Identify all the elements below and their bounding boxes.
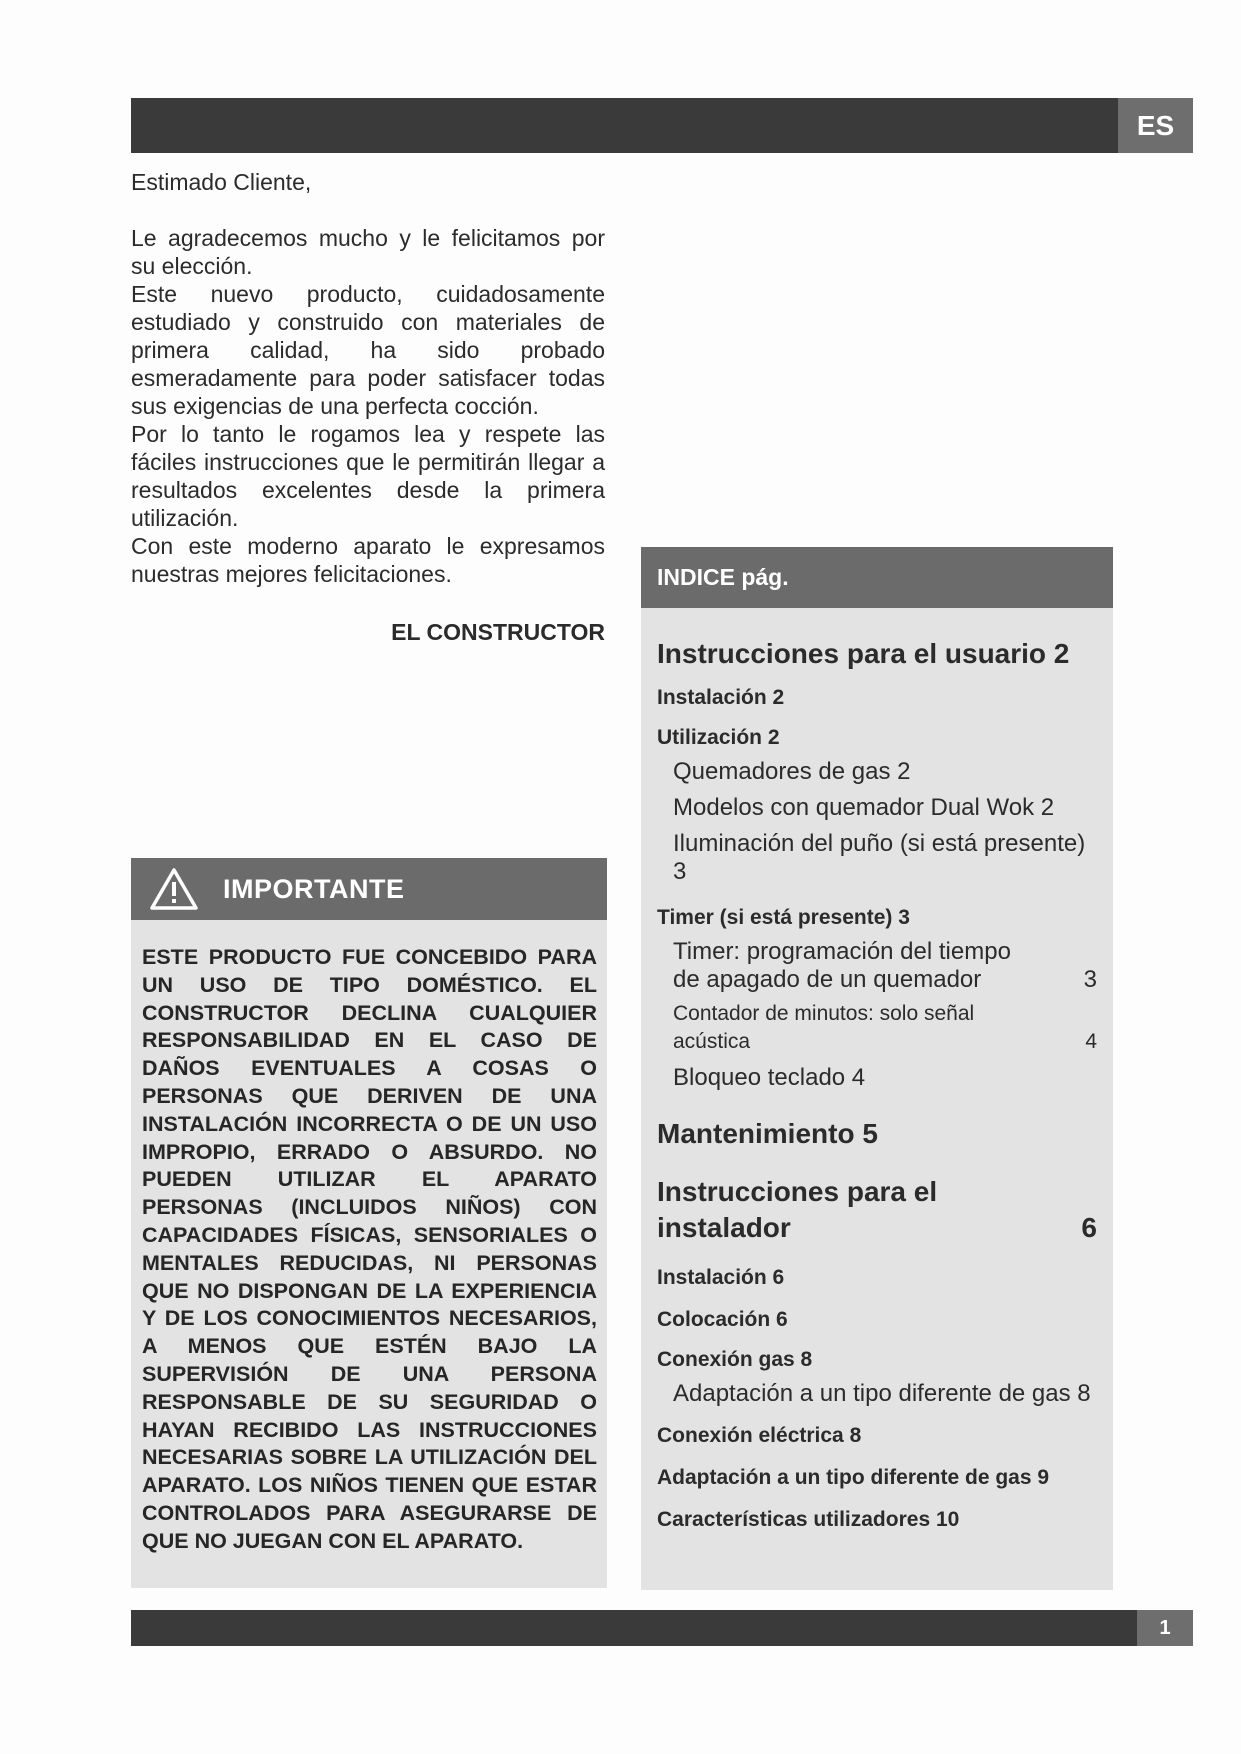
letter-greeting: Estimado Cliente,: [131, 169, 312, 195]
index-entry-text: Bloqueo teclado 4: [673, 1064, 866, 1091]
index-entry-text: Instalación 6: [657, 1266, 785, 1289]
warning-triangle-icon: [149, 867, 199, 911]
index-entry-text: Conexión gas 8: [657, 1348, 813, 1371]
index-entry-page: 6: [1081, 1212, 1097, 1243]
index-entry: [657, 794, 1097, 822]
important-notice-box: [131, 858, 607, 1588]
index-entry: [657, 1116, 1097, 1152]
index-entry-text: Conexión eléctrica 8: [657, 1424, 862, 1447]
index-entry: [657, 758, 1097, 786]
index-entry-text: Timer (si está presente) 3: [657, 906, 910, 929]
index-entry-text: Contador de minutos: solo señal acústica: [673, 1002, 975, 1053]
index-entry-text: Utilización 2: [657, 726, 780, 749]
index-entry-text: Iluminación del puño (si está presente) 3: [673, 830, 1086, 885]
index-entry: [657, 684, 1097, 712]
index-entry-page: 3: [1083, 966, 1097, 993]
header-bar: [131, 98, 1118, 153]
customer-letter: [131, 168, 605, 646]
index-entry-text: Quemadores de gas 2: [673, 758, 911, 785]
important-title: IMPORTANTE: [223, 873, 405, 904]
letter-paragraph: Le agradecemos mucho y le felicitamos por su elección.: [131, 225, 605, 279]
index-entry: [657, 1346, 1097, 1374]
index-entry-text: Mantenimiento 5: [657, 1118, 878, 1149]
index-title: INDICE pág.: [641, 547, 1113, 608]
index-entry-text: Adaptación a un tipo diferente de gas 8: [673, 1380, 1091, 1407]
index-entry-text: Modelos con quemador Dual Wok 2: [673, 794, 1055, 821]
page-number: 1: [1137, 1610, 1193, 1646]
index-list: [641, 636, 1113, 1534]
index-entry: [657, 904, 1097, 932]
index-entry: [657, 1174, 1097, 1246]
index-entry: [657, 1064, 1097, 1092]
index-entry: [657, 938, 1097, 994]
index-entry-text: Instalación 2: [657, 686, 785, 709]
language-badge: ES: [1118, 98, 1193, 153]
index-entry: [657, 1264, 1097, 1292]
index-entry-text: Colocación 6: [657, 1308, 788, 1331]
index-entry-text: Adaptación a un tipo diferente de gas 9: [657, 1466, 1050, 1489]
index-entry-text: Timer: programación del tiempo de apagado de un quemador: [673, 938, 1011, 993]
table-of-contents: [641, 547, 1113, 1590]
index-entry: [657, 636, 1097, 672]
index-entry: [657, 1422, 1097, 1450]
index-entry-text: Características utilizadores 10: [657, 1508, 960, 1531]
index-entry: [657, 724, 1097, 752]
index-entry: [657, 1506, 1097, 1534]
index-entry-text: Instrucciones para el usuario 2: [657, 638, 1070, 669]
index-entry-page: 4: [1085, 1030, 1097, 1053]
important-header: [131, 858, 607, 920]
footer-bar: [131, 1610, 1137, 1646]
letter-paragraph: Este nuevo producto, cuidadosamente estudiado y construido con materiales de primera calidad, ha sido probado esmeradamente para poder satisfacer todas sus exigencias de una perfecta cocción.: [131, 281, 605, 419]
letter-signature: EL CONSTRUCTOR: [391, 619, 605, 645]
index-entry: [657, 1464, 1097, 1492]
index-entry: [657, 830, 1097, 886]
important-text: ESTE PRODUCTO FUE CONCEBIDO PARA UN USO DE TIPO DOMÉSTICO. EL CONSTRUCTOR DECLINA CUALQUIER RESPONSABILIDAD EN EL CASO DE DAÑOS EVENTUALES A COSAS O PERSONAS QUE DERIVEN DE UNA INSTALACIÓN INCORRECTA O DE UN USO IMPROPIO, ERRADO O ABSURDO. NO PUEDEN UTILIZAR EL APARATO PERSONAS (INCLUIDOS NIÑOS) CON CAPACIDADES FÍSICAS, SENSORIALES O MENTALES REDUCIDAS, NI PERSONAS QUE NO DISPONGAN DE LA EXPERIENCIA Y DE LOS CONOCIMIENTOS NECESARIOS, A MENOS QUE ESTÉN BAJO LA SUPERVISIÓN DE UNA PERSONA RESPONSABLE DE SU SEGURIDAD O HAYAN RECIBIDO LAS INSTRUCCIONES NECESARIAS SOBRE LA UTILIZACIÓN DEL APARATO. LOS NIÑOS TIENEN QUE ESTAR CONTROLADOS PARA ASEGURARSE DE QUE NO JUEGAN CON EL APARATO.: [142, 945, 597, 1553]
index-entry: [657, 1380, 1097, 1408]
letter-paragraph: Por lo tanto le rogamos lea y respete las fáciles instrucciones que le permitirán llegar a resultados excelentes desde la primera utilización.: [131, 421, 605, 531]
index-entry: [657, 1000, 1097, 1056]
index-entry: [657, 1306, 1097, 1334]
letter-paragraph: Con este moderno aparato le expresamos nuestras mejores felicitaciones.: [131, 533, 605, 587]
index-entry-text: Instrucciones para el instalador: [657, 1176, 938, 1243]
